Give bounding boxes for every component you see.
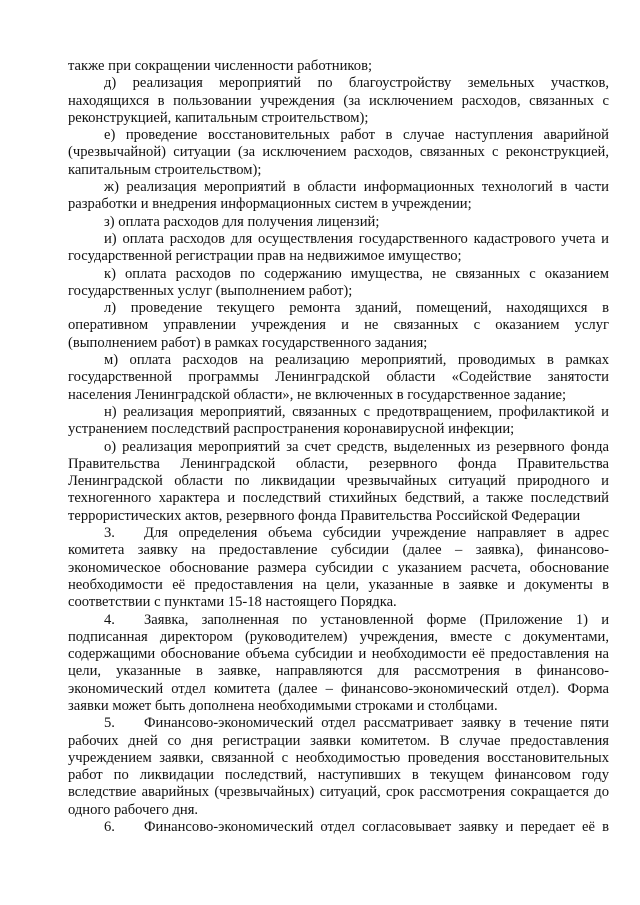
- clause-number: 3.: [104, 525, 115, 542]
- list-item-o: о) реализация мероприятий за счет средств, выделенных из резервного фонда Правительства Ленинградской области, резервного фонда Правительства Ленинградской области по ликвидации чрезвычайных ситуаций природного и техногенного характера и последствий стихийных бедствий, а также последствий террористических актов, резервного фонда Правительства Российской Федерации: [68, 438, 609, 524]
- clause-text: Финансово-экономический отдел согласовывает заявку и передает её в: [144, 819, 609, 836]
- list-item-d: д) реализация мероприятий по благоустройству земельных участков, находящихся в пользовании учреждения (за исключением расходов, связанных с реконструкцией, капитальным строительством);: [68, 75, 609, 126]
- list-item-k: к) оплата расходов по содержанию имущества, не связанных с оказанием государственных услуг (выполнением работ);: [68, 265, 609, 299]
- clause-text: Финансово-экономический отдел рассматривает заявку в течение пяти рабочих дней со дня регистрации заявки комитетом. В случае предоставления учреждением заявки, связанной с необходимостью проведения восстановительных работ по ликвидации последствий, наступивших в текущем финансовом году вследствие аварийных (чрезвычайных) ситуаций, срок рассмотрения сокращается до одного рабочего дня.: [68, 715, 609, 818]
- paragraph-continuation: также при сокращении численности работников;: [68, 58, 373, 74]
- list-item-m: м) оплата расходов на реализацию мероприятий, проводимых в рамках государственной программы Ленинградской области «Содействие занятости населения Ленинградской области», не включенных в государственное задание;: [68, 352, 609, 403]
- document-page: [68, 58, 609, 836]
- clause-5: [68, 715, 609, 819]
- clause-number: 6.: [104, 819, 115, 836]
- clause-text: Заявка, заполненная по установленной форме (Приложение 1) и подписанная директором (руководителем) учреждения, вместе с документами, содержащими обоснование объема субсидии и необходимости её предоставления на цели, указанные в заявке, направляются для рассмотрения в финансово-экономический отдел комитета (далее – финансово-экономический отдел). Форма заявки может быть дополнена необходимыми строками и столбцами.: [68, 611, 609, 714]
- list-item-zh: ж) реализация мероприятий в области информационных технологий в части разработки и внедрения информационных систем в учреждении;: [68, 179, 609, 213]
- clause-4: [68, 612, 609, 716]
- list-item-z: з) оплата расходов для получения лицензий;: [104, 213, 380, 230]
- list-item-n: н) реализация мероприятий, связанных с предотвращением, профилактикой и устранением последствий распространения коронавирусной инфекции;: [68, 403, 609, 438]
- clause-number: 5.: [104, 715, 115, 732]
- list-item-i: и) оплата расходов для осуществления государственного кадастрового учета и государственной регистрации прав на недвижимое имущество;: [68, 230, 609, 265]
- list-item-e: е) проведение восстановительных работ в случае наступления аварийной (чрезвычайной) ситуации (за исключением расходов, связанных с реконструкцией, капитальным строительством);: [68, 127, 609, 178]
- clause-number: 4.: [104, 611, 115, 628]
- clause-text: Для определения объема субсидии учреждение направляет в адрес комитета заявку на предоставление субсидии (далее – заявка), финансово-экономическое обоснование размера субсидии с указанием расчета, обоснование необходимости её предоставления на цели, указанные в заявке и документы в соответствии с пунктами 15-18 настоящего Порядка.: [68, 525, 609, 611]
- list-item-l: л) проведение текущего ремонта зданий, помещений, находящихся в оперативном управлении учреждения и не связанных с оказанием услуг (выполнением работ) в рамках государственного задания;: [68, 300, 609, 351]
- clause-3: [68, 525, 609, 611]
- clause-6: [68, 819, 609, 836]
